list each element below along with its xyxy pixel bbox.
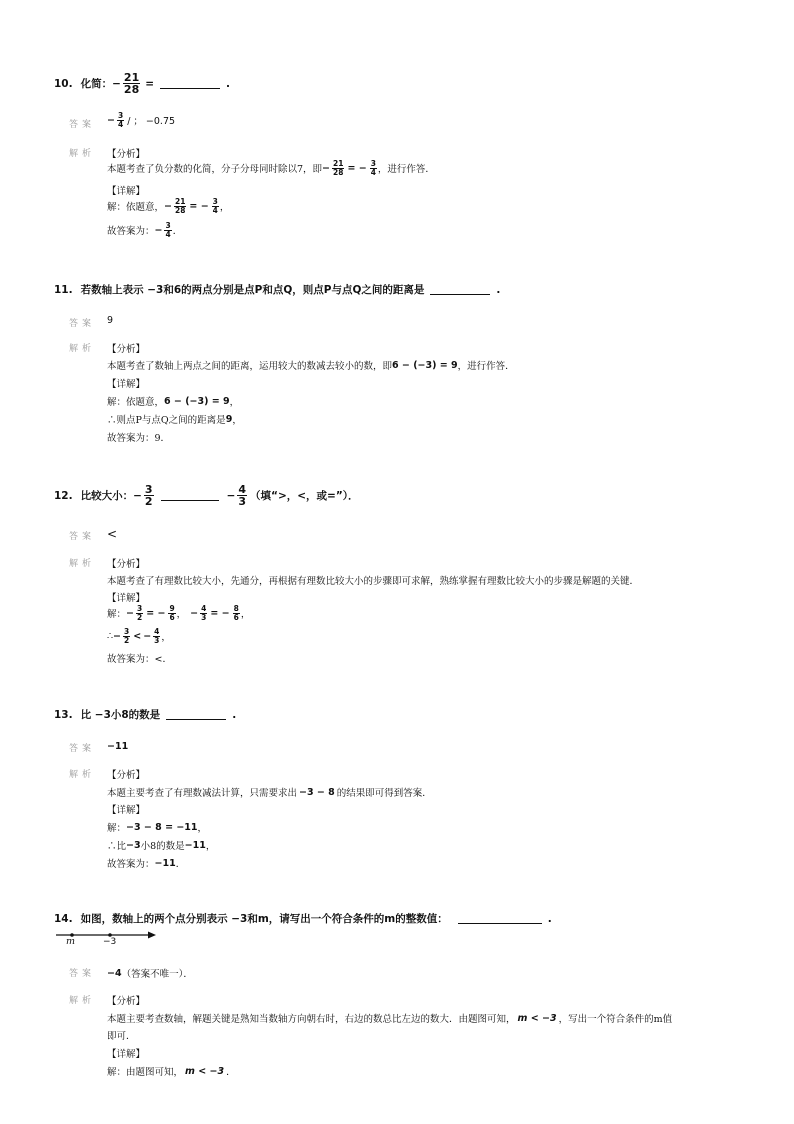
explanation-label: 解析 (69, 149, 96, 159)
question-11: 11. 若数轴上表示 −3和6的两点分别是点P和点Q，则点P与点Q之间的距离是 . (54, 283, 501, 296)
number-line (54, 926, 164, 950)
analysis-text: 本题主要考查数轴，解题关键是熟知当数轴方向朝右时，右边的数总比左边的数大．由题图可知， m < −3 ，写出一个符合条件的m值 (107, 1012, 673, 1025)
detail-heading: 【详解】 (107, 805, 146, 816)
answer-blank[interactable] (166, 709, 226, 720)
answer-value: 9 (107, 315, 114, 326)
conclusion-text: ∴ − $\frac{3}{2}$ < − $\frac{4}{3}$ ， (107, 627, 171, 645)
answer-value: < (107, 527, 118, 541)
analysis-heading: 【分析】 (107, 344, 146, 355)
question-number: 13. (54, 708, 73, 721)
question-stem: 比 −3小8的数是 (80, 709, 161, 721)
answer-label: 答案 (69, 532, 96, 542)
detail-text: 解：由题图可知， m < −3 ． (107, 1065, 236, 1078)
analysis-heading: 【分析】 (107, 770, 146, 781)
analysis-text: 本题考查了负分数的化简，分子分母同时除以7，即 − $\frac{21}{28}$ = − $\frac{3}{4}$ ，进行作答． (107, 159, 435, 177)
question-14: 14. 如图，数轴上的两个点分别表示 −3和m，请写出一个符合条件的m的整数值： . (54, 912, 552, 925)
fraction: $\frac{4}{3}$ (238, 483, 247, 508)
answer-label: 答案 (69, 319, 96, 329)
answer-value: −4 （答案不唯一）． (107, 967, 193, 980)
explanation-label: 解析 (69, 996, 96, 1006)
detail-text: 解： − $\frac{3}{2}$ = − $\frac{9}{6}$ ， − $\frac{4}{3}$ = − $\frac{8}{6}$ ， (107, 604, 251, 622)
question-10: 10. 化简： − $\frac{21}{28}$ = . (54, 71, 231, 96)
question-number: 11. (54, 283, 73, 296)
answer-value: − $\frac{3}{4}$ / ； −0.75 (107, 111, 176, 129)
detail-text: 解：依题意， 6 − (−3) = 9 ， (107, 395, 240, 408)
answer-blank[interactable] (161, 490, 219, 501)
detail-text: 解： −3 − 8 = −11 ， (107, 821, 208, 834)
answer-label: 答案 (69, 744, 96, 754)
answer-blank[interactable] (458, 913, 542, 924)
question-number: 14. (54, 912, 73, 925)
analysis-text: 本题考查了数轴上两点之间的距离，运用较大的数减去较小的数，即 6 − (−3) = 9 ，进行作答． (107, 359, 515, 372)
explanation-label: 解析 (69, 770, 96, 780)
conclusion-text: ∴则点P与点Q之间的距离是 9 ， (107, 413, 242, 426)
question-stem: 如图，数轴上的两个点分别表示 −3和m，请写出一个符合条件的m的整数值： (80, 913, 448, 925)
analysis-text-cont: 即可． (107, 1031, 136, 1042)
label-neg3: −3 (103, 937, 117, 947)
final-answer-text: 故答案为：<． (107, 654, 172, 665)
label-m: m (66, 936, 76, 947)
detail-heading: 【详解】 (107, 186, 146, 197)
analysis-heading: 【分析】 (107, 149, 146, 160)
analysis-heading: 【分析】 (107, 559, 146, 570)
explanation-label: 解析 (69, 344, 96, 354)
answer-value: −11 (107, 741, 129, 752)
detail-heading: 【详解】 (107, 379, 146, 390)
question-number: 12. (54, 489, 73, 502)
analysis-heading: 【分析】 (107, 996, 146, 1007)
question-stem: 比较大小： (80, 490, 134, 502)
question-13: 13. 比 −3小8的数是 . (54, 708, 237, 721)
answer-label: 答案 (69, 120, 96, 130)
question-stem: 若数轴上表示 −3和6的两点分别是点P和点Q，则点P与点Q之间的距离是 (80, 284, 425, 296)
question-stem: 化简： (80, 78, 113, 90)
answer-blank[interactable] (430, 284, 490, 295)
answer-label: 答案 (69, 969, 96, 979)
question-12: 12. 比较大小： − $\frac{3}{2}$ − $\frac{4}{3}$ （填“>，<，或=”）． (54, 483, 359, 508)
detail-heading: 【详解】 (107, 593, 146, 604)
fraction: $\frac{21}{28}$ (123, 71, 140, 96)
analysis-text: 本题主要考查了有理数减法计算，只需要求出 −3 − 8 的结果即可得到答案． (107, 786, 432, 799)
arrow-right-icon (148, 932, 156, 939)
analysis-text: 本题考查了有理数比较大小，先通分，再根据有理数比较大小的步骤即可求解，熟练掌握有理数比较大小的步骤是解题的关键． (107, 576, 640, 587)
final-answer-text: 故答案为： −11 ． (107, 857, 186, 870)
conclusion-text: ∴比 −3 小8的数是 −11 ， (107, 839, 216, 852)
detail-text: 解：依题意， − $\frac{21}{28}$ = − $\frac{3}{4}$ ， (107, 197, 230, 215)
explanation-label: 解析 (69, 559, 96, 569)
final-answer-text: 故答案为：9． (107, 433, 171, 444)
final-answer-text: 故答案为： − $\frac{3}{4}$ ． (107, 221, 183, 239)
answer-blank[interactable] (160, 78, 220, 89)
fraction: $\frac{3}{2}$ (144, 483, 153, 508)
detail-heading: 【详解】 (107, 1049, 146, 1060)
question-number: 10. (54, 77, 73, 90)
